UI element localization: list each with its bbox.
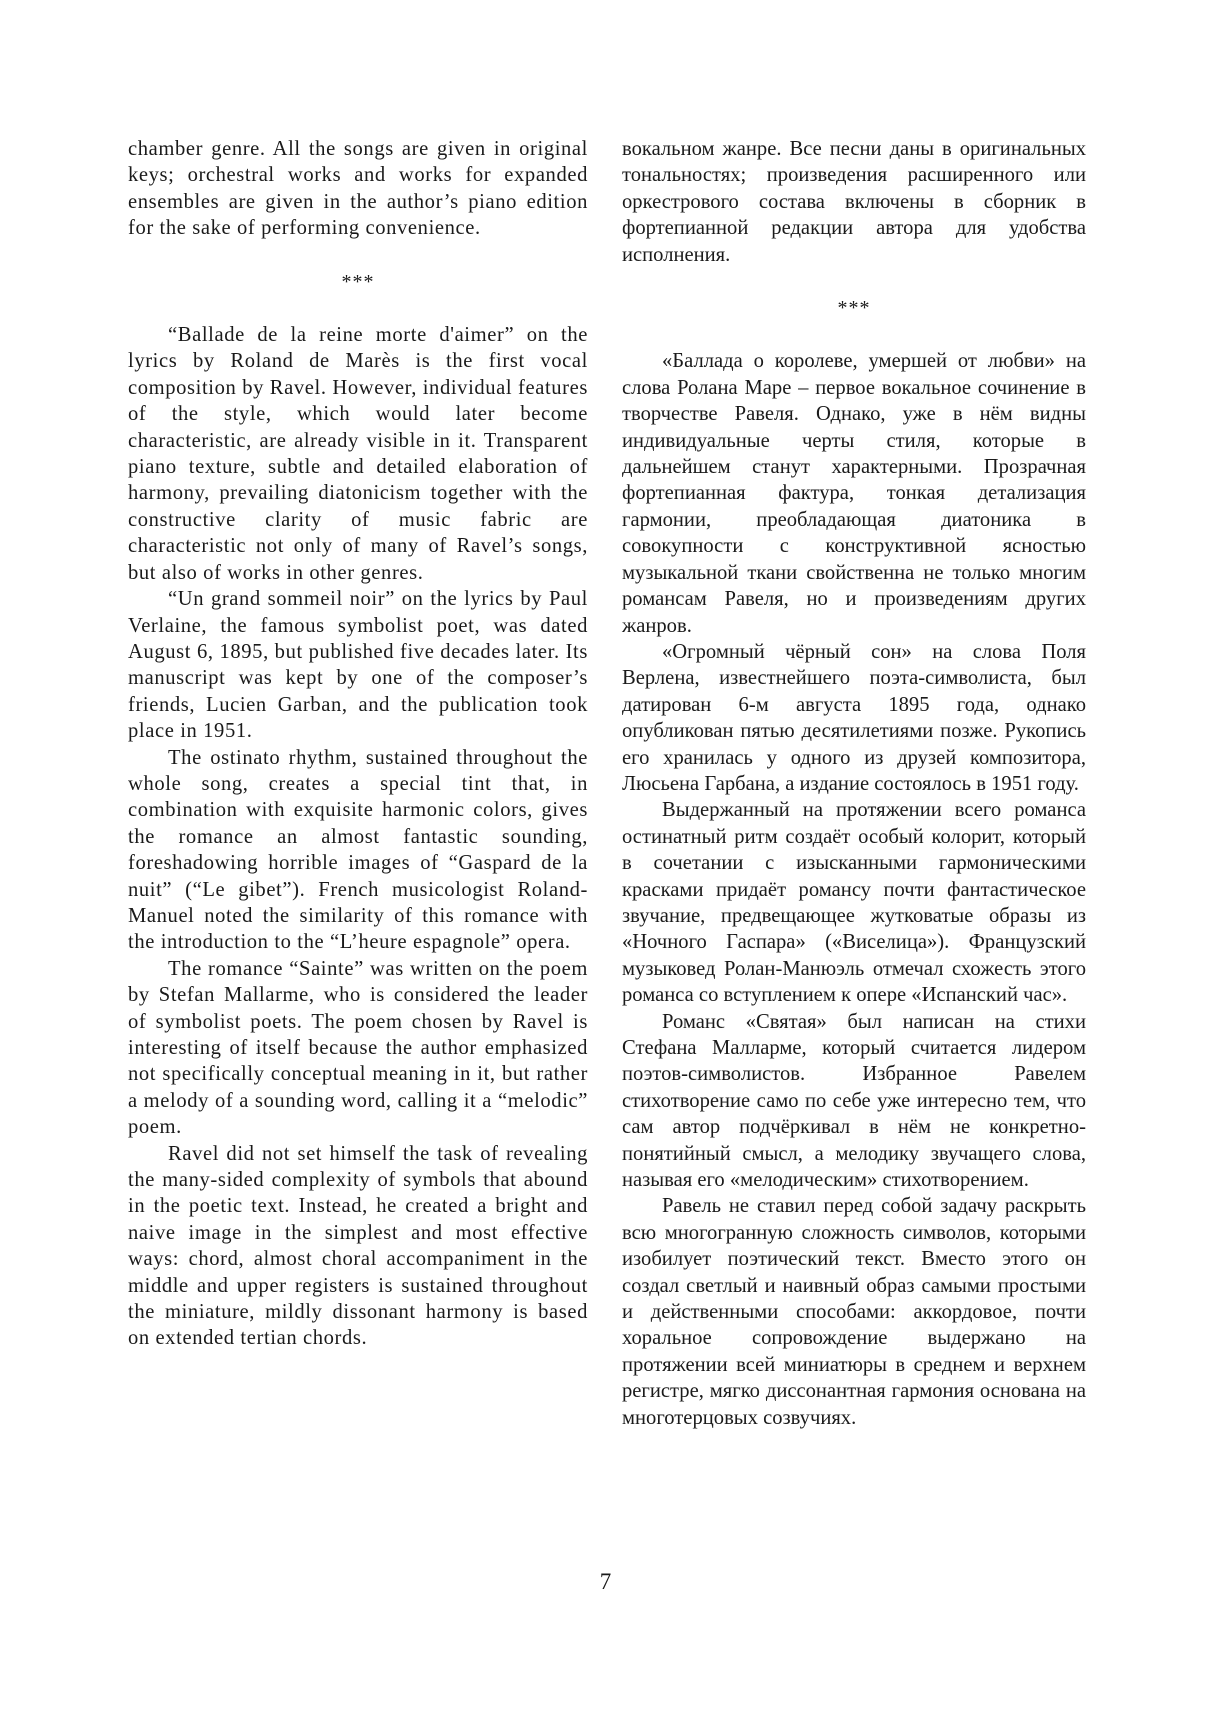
russian-intro-paragraph: вокальном жанре. Все песни даны в оригинальных тональностях; произведения расширенного или оркестрового состава включены в сборник в фортепианной редакции автора для удобства исполнения. xyxy=(622,138,1086,266)
russian-paragraph-ravel-task: Равель не ставил перед собой задачу раскрыть всю многогранную сложность символов, которыми изобилует поэтический текст. Вместо этого он создал светлый и наивный образ самыми простыми и действенными способами: аккордовое, почти хоральное сопровождение выдержано на протяжении всей миниатюры в среднем и верхнем регистре, мягко диссонантная гармония основана на многотерцовых созвучиях. xyxy=(622,1195,1086,1429)
english-column xyxy=(128,136,588,1352)
russian-paragraph-sommeil: «Огромный чёрный сон» на слова Поля Верлена, известнейшего поэта-символиста, был датирован 6-м августа 1895 года, однако опубликован пятью десятилетиями позже. Рукопись его хранилась у одного из друзей композитора, Люсьена Гарбана, а издание состоялось в 1951 году. xyxy=(622,640,1086,795)
english-paragraph-sainte: The romance “Sainte” was written on the poem by Stefan Mallarme, who is considered the leader of symbolist poets. The poem chosen by Ravel is interesting of itself because the author emphasized not specifically conceptual meaning in it, but rather a melody of a sounding word, calling it a “melodic” poem. xyxy=(128,957,588,1139)
russian-paragraph-ostinato: Выдержанный на протяжении всего романса остинатный ритм создаёт особый колорит, который в сочетании с изысканными гармоническими красками придаёт романсу почти фантастическое звучание, предвещающее жутковатые образы из «Ночного Гаспара» («Виселица»). Французский музыковед Ролан-Манюэль отмечал схожесть этого романса со вступлением к опере «Испанский час». xyxy=(622,799,1086,1007)
english-paragraph-ostinato: The ostinato rhythm, sustained throughout the whole song, creates a special tint that, in combination with exquisite harmonic colors, gives the romance an almost fantastic sounding, foreshadowing horrible images of “Gaspard de la nuit” (“Le gibet”). French musicologist Roland-Manuel noted the similarity of this romance with the introduction to the “L’heure espagnole” opera. xyxy=(128,746,588,954)
english-paragraph-sommeil: “Un grand sommeil noir” on the lyrics by Paul Verlaine, the famous symbolist poet, was dated August 6, 1895, but published five decades later. Its manuscript was kept by one of the composer’s friends, Lucien Garban, and the publication took place in 1951. xyxy=(128,588,588,743)
section-separator: *** xyxy=(837,297,871,320)
russian-paragraph-ballade: «Баллада о королеве, умершей от любви» на слова Ролана Маре – первое вокальное сочинение в творчестве Равеля. Однако, уже в нём видны индивидуальные черты стиля, которые в дальнейшем станут характерными. Прозрачная фортепианная фактура, тонкая детализация гармонии, преобладающая диатоника в совокупности с конструктивной ясностью музыкальной ткани свойственна не только многим романсам Равеля, но и произведениям других жанров. xyxy=(622,350,1086,637)
english-intro-paragraph: chamber genre. All the songs are given in original keys; orchestral works and works for expanded ensembles are given in the author’s piano edition for the sake of performing convenience. xyxy=(128,138,588,240)
page-number: 7 xyxy=(599,1569,612,1594)
english-paragraph-ravel-task: Ravel did not set himself the task of revealing the many-sided complexity of symbols that abound in the poetic text. Instead, he created a bright and naive image in the simplest and most effective ways: chord, almost choral accompaniment in the middle and upper registers is sustained throughout the miniature, mildly dissonant harmony is based on extended tertian chords. xyxy=(128,1142,588,1350)
section-separator: *** xyxy=(341,270,375,293)
russian-column xyxy=(622,136,1086,1431)
russian-paragraph-sainte: Романс «Святая» был написан на стихи Стефана Малларме, который считается лидером поэтов-символистов. Избранное Равелем стихотворение само по себе уже интересно тем, что сам автор подчёркивал в нём не конкретно-понятийный смысл, а мелодику звучащего слова, называя его «мелодическим» стихотворением. xyxy=(622,1010,1086,1192)
english-paragraph-ballade: “Ballade de la reine morte d'aimer” on the lyrics by Roland de Marès is the first vocal composition by Ravel. However, individual features of the style, which would later become characteristic, are already visible in it. Transparent piano texture, subtle and detailed elaboration of harmony, prevailing diatonicism together with the constructive clarity of music fabric are characteristic not only of many of Ravel’s songs, but also of works in other genres. xyxy=(128,324,588,584)
